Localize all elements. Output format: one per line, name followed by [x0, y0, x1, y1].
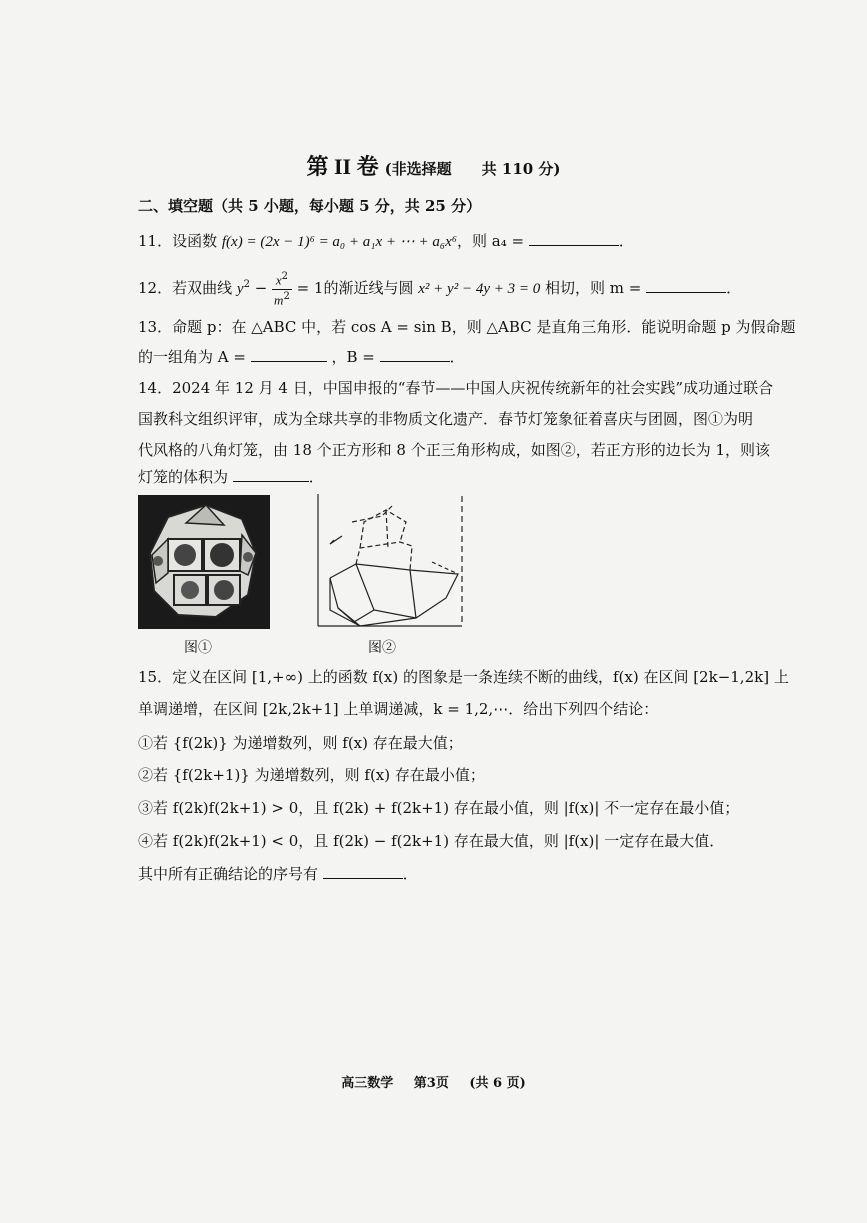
- q12-answer-blank[interactable]: [646, 278, 726, 293]
- question-15-prompt: 其中所有正确结论的序号有 ．: [138, 865, 418, 883]
- question-13-line2: 的一组角为 A = ，B = ．: [138, 348, 465, 366]
- q11-answer-blank[interactable]: [529, 231, 619, 246]
- part-title-sub: (非选择题 共 110 分): [384, 160, 561, 178]
- q11-expression: f(x) = (2x − 1)⁶ = a₀ + a₁x + ⋯ + a₆x⁶: [221, 234, 457, 250]
- conclusion-4: ④若 f(2k)f(2k+1) < 0，且 f(2k) − f(2k+1) 存在最大值，则 |f(x)| 一定存在最大值．: [138, 832, 725, 850]
- q11-number: 11．: [138, 232, 173, 250]
- page-footer: [0, 1072, 867, 1091]
- lantern-photo: [138, 495, 270, 629]
- wireframe-illustration: [312, 492, 468, 630]
- lantern-wireframe: [312, 492, 468, 630]
- footer-total: (共 6 页): [469, 1076, 526, 1091]
- q12-text-a: 若双曲线: [172, 279, 233, 297]
- question-14-line1: 14．2024 年 12 月 4 日，中国申报的“春节——中国人庆祝传统新年的社会实践”成功通过联合: [138, 379, 774, 397]
- conclusion-2: ②若 {f(2k+1)} 为递增数列，则 f(x) 存在最小值；: [138, 766, 485, 784]
- footer-subject: 高三数学: [341, 1076, 394, 1091]
- q13-text-a: 的一组角为 A =: [138, 348, 246, 366]
- q13-answer-a-blank[interactable]: [251, 347, 327, 362]
- q15-ask-text: 其中所有正确结论的序号有: [138, 865, 319, 883]
- part-title-main: 第 II 卷: [306, 154, 379, 179]
- q13-text-b: ，B =: [331, 348, 375, 366]
- question-13-line1: 13．命题 p：在 △ABC 中，若 cos A = sin B，则 △ABC 是直角三角形．能说明命题 p 为假命题: [138, 318, 796, 336]
- part-title: [0, 150, 867, 181]
- question-14-line4: 灯笼的体积为 ．: [138, 468, 324, 486]
- figure-1-caption: 图①: [184, 640, 212, 656]
- q12-text-c: 相切，则 m =: [545, 279, 642, 297]
- q14-answer-blank[interactable]: [233, 467, 309, 482]
- q12-circle: x² + y² − 4y + 3 = 0: [418, 281, 541, 297]
- q12-number: 12．: [138, 279, 173, 297]
- q12-text-b: 的渐近线与圆: [323, 279, 414, 297]
- question-14-line3: 代风格的八角灯笼，由 18 个正方形和 8 个正三角形构成，如图②，若正方形的边长为 1，则该: [138, 441, 771, 459]
- question-15-line1: 15．定义在区间 [1,+∞) 上的函数 f(x) 的图象是一条连续不断的曲线，f(x) 在区间 [2k−1,2k] 上: [138, 668, 789, 686]
- q15-answer-blank[interactable]: [323, 864, 403, 879]
- lantern-illustration: [138, 495, 270, 629]
- conclusion-1: ①若 {f(2k)} 为递增数列，则 f(x) 存在最大值；: [138, 734, 463, 752]
- hyperbola-fraction: $\frac{x^2}{m^2}$: [274, 271, 290, 307]
- conclusion-3: ③若 f(2k)f(2k+1) > 0，且 f(2k) + f(2k+1) 存在最小值，则 |f(x)| 不一定存在最小值；: [138, 799, 740, 817]
- section-heading: 二、填空题（共 5 小题，每小题 5 分，共 25 分）: [138, 197, 482, 215]
- footer-page: 第3页: [413, 1076, 449, 1091]
- figure-2-caption: 图②: [368, 640, 396, 656]
- question-14-line2: 国教科文组织评审，成为全球共享的非物质文化遗产．春节灯笼象征着喜庆与团圆，图①为明: [138, 410, 754, 428]
- q11-text-a: 设函数: [172, 232, 218, 250]
- question-15-line2: 单调递增，在区间 [2k,2k+1] 上单调递减，k = 1,2,⋯．给出下列四个结论：: [138, 700, 659, 718]
- q14-text: 灯笼的体积为: [138, 468, 229, 486]
- question-11: 11．设函数 f(x) = (2x − 1)⁶ = a₀ + a₁x + ⋯ + a₆x⁶，则 a₄ = ．: [138, 232, 634, 250]
- q11-text-b: ，则 a₄ =: [456, 232, 525, 250]
- q13-answer-b-blank[interactable]: [380, 347, 450, 362]
- question-12: 12．若双曲线 $y^2$ − $\frac{x^2}{m^2}$ = 1的渐近线与圆 x² + y² − 4y + 3 = 0 相切，则 m = ．: [138, 271, 742, 307]
